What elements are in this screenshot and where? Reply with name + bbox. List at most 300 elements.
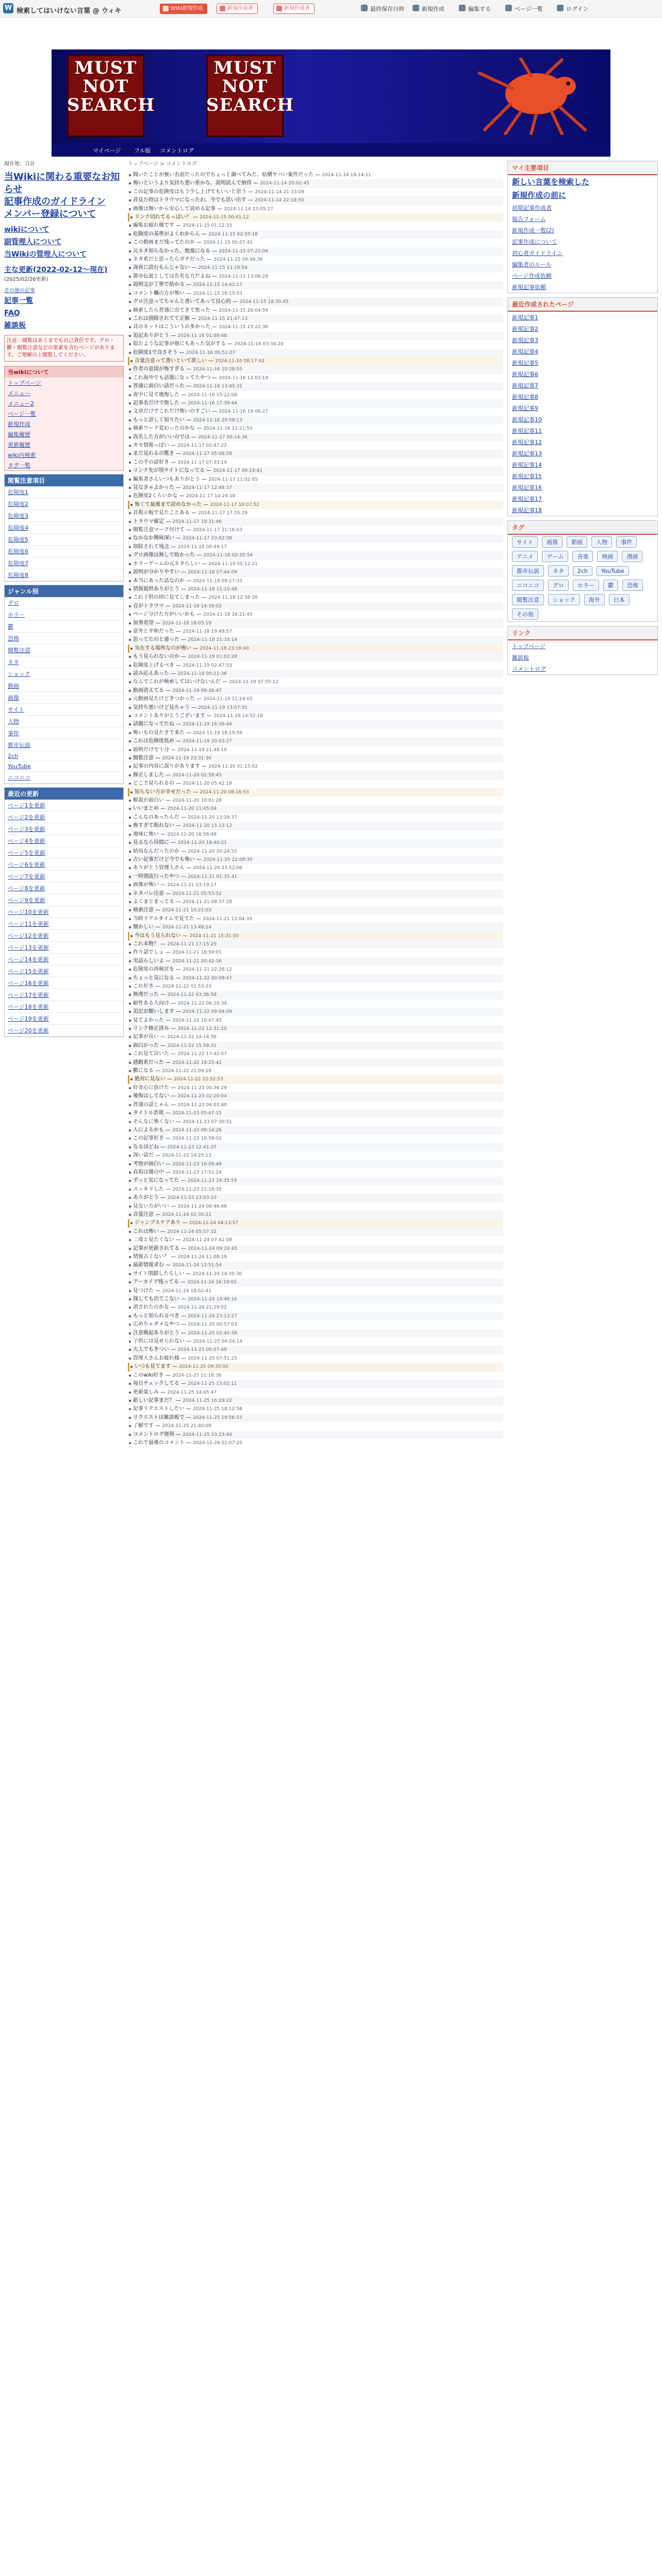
main-item-link[interactable]: 編集者のルール: [512, 261, 552, 268]
about-wiki-link[interactable]: wikiについて: [4, 226, 49, 234]
comment-date: 2024-11-22 14:14:56: [167, 1035, 217, 1040]
recent-update-item[interactable]: ページ9を更新: [5, 894, 123, 906]
comment-item: 元ネタ知らなかった、勉強になる — 2024-11-15 07:22:09: [128, 247, 503, 256]
comment-date: 2024-11-21 17:15:25: [167, 941, 217, 947]
genre-item[interactable]: ホラー: [5, 609, 123, 621]
comment-date: 2024-11-24 02:30:21: [162, 1212, 211, 1217]
sub-admin-link[interactable]: 副管理人について: [4, 238, 62, 246]
comment-date: 2024-11-19 11:24:05: [203, 697, 253, 702]
comment-text: 音量注意: [133, 1211, 154, 1217]
comment-item: これ本物？ — 2024-11-21 17:15:25: [128, 940, 503, 948]
recent-update-item[interactable]: ページ6を更新: [5, 859, 123, 871]
comment-item: 一時期流行ったやつ — 2024-11-21 01:35:41: [128, 873, 503, 881]
comment-item: ネタバレ注意 — 2024-11-21 05:53:52: [128, 890, 503, 898]
comment-date: 2024-11-19 20:03:27: [183, 739, 232, 744]
comment-item: 感動系だった — 2024-11-22 19:25:42: [128, 1059, 503, 1067]
recent-update-item[interactable]: ページ5を更新: [5, 847, 123, 859]
recent-page-link[interactable]: 新規記事13: [512, 450, 542, 457]
comment-text: 説明が分かりやすい: [133, 569, 179, 575]
comment-date: 2024-11-26 01:07:20: [193, 1440, 242, 1446]
comment-item: 知らない方が幸せだった — 2024-11-20 08:16:53: [128, 788, 503, 796]
genre-item[interactable]: ショック: [5, 668, 123, 680]
comment-item: 見ない方がいい — 2024-11-24 00:46:46: [128, 1202, 503, 1211]
comment-date: 2024-11-18 14:39:02: [172, 603, 222, 609]
genre-item[interactable]: 閲覧注意: [5, 645, 123, 656]
comment-text: 作り話でしょ: [133, 950, 164, 956]
comment-text: 追記お願いします: [133, 1009, 174, 1015]
comment-item: 実在する場所なのが怖い — 2024-11-18 23:16:40: [128, 645, 503, 653]
tag-link[interactable]: ニコニコ: [512, 580, 544, 591]
plus-icon: [412, 5, 419, 11]
recent-page-link[interactable]: 新規記事3: [512, 337, 538, 344]
comment-date: 2024-11-14 19:14:11: [322, 173, 371, 178]
genre-item[interactable]: 画像: [5, 692, 123, 704]
comment-item: 結局なんだったのか — 2024-11-20 20:24:55: [128, 848, 503, 856]
other-articles-link[interactable]: その他の記事: [4, 288, 35, 294]
comment-text: 記事が長い: [133, 1034, 159, 1040]
comment-text: ネタ系だと思ったらガチだった: [133, 257, 205, 263]
comment-item: 最新情報求む — 2024-11-24 12:51:54: [128, 1261, 503, 1269]
wiki-menu-item[interactable]: wiki内検索: [8, 452, 36, 459]
genre-item[interactable]: 鬱: [5, 621, 123, 633]
comment-text: 管理人さんお疲れ様: [133, 1355, 179, 1361]
danger-category-item[interactable]: 危険度7: [5, 557, 123, 569]
tag-link[interactable]: 閲覧注意: [512, 594, 544, 605]
comment-date: 2024-11-20 10:01:28: [172, 798, 222, 804]
main-item-link[interactable]: 新規記事依頼: [512, 284, 546, 291]
tag-link[interactable]: 鬱: [603, 580, 618, 591]
comment-date: 2024-11-24 23:13:27: [188, 1313, 237, 1319]
comment-item: 記事名だけで察した — 2024-11-16 17:39:44: [128, 399, 503, 408]
comment-text: これ見て泣いた: [133, 1051, 169, 1057]
comment-date: 2024-11-15 18:30:45: [239, 299, 289, 305]
nav-comment-log[interactable]: コメントログ: [160, 147, 194, 154]
comment-text: リンク切れてるっぽい？: [135, 214, 191, 221]
comment-text: 鬱になる: [133, 1068, 154, 1074]
comment-date: 2024-11-21 05:53:52: [172, 891, 222, 896]
tag-link[interactable]: 画像: [542, 536, 562, 548]
recent-page-link[interactable]: 新規記事7: [512, 382, 538, 389]
comment-item: ずっと気になってた — 2024-11-23 19:35:59: [128, 1177, 503, 1185]
comment-text: 作者の意図が怖すぎる: [133, 366, 185, 372]
comment-text: トラウマ確定: [133, 518, 164, 524]
comment-text: 了解です: [133, 1423, 154, 1429]
recent-updates-heading: 最近の更新: [5, 788, 123, 800]
wiki-menu-item[interactable]: タグ一覧: [8, 462, 30, 469]
comment-text: 編集者さんいつもありがとう: [133, 476, 200, 482]
banner-text-right: MUST NOT SEARCH: [206, 58, 294, 115]
comment-item: 真相は闇の中 — 2024-11-23 17:52:24: [128, 1168, 503, 1177]
genre-item[interactable]: サイト: [5, 704, 123, 716]
main-updates-link[interactable]: 主な更新(2022-02-12～現在): [4, 266, 108, 274]
comment-date: 2024-11-25 18:12:58: [192, 1406, 242, 1412]
wiki-menu-item[interactable]: ページ一覧: [8, 411, 36, 417]
comment-item: 思ってたのと違った — 2024-11-18 21:33:14: [128, 636, 503, 644]
comment-text: これ海外でも話題になってたやつ: [133, 375, 210, 381]
comment-item: 今はもう見られない — 2024-11-21 15:31:50: [128, 932, 503, 940]
admin-link[interactable]: 当Wikiの管理人について: [4, 250, 87, 259]
comment-date: 2024-11-25 16:29:22: [183, 1398, 232, 1403]
comment-text: この動画まだ残ってたのか: [133, 240, 195, 246]
comment-item: 実話らしいよ — 2024-11-21 20:42:36: [128, 957, 503, 965]
comment-item: 広めちゃダメなやつ — 2024-11-25 00:57:03: [128, 1320, 503, 1329]
comment-date: 2024-11-23 07:30:51: [183, 1119, 232, 1125]
recent-update-item[interactable]: ページ11を更新: [5, 918, 123, 930]
tag-link[interactable]: ホラー: [573, 580, 599, 591]
comment-text: これ本物？: [133, 941, 159, 947]
tool-last-saved[interactable]: 最終保存日時: [361, 5, 404, 13]
comment-text: 見つけた: [133, 1287, 154, 1294]
tag-link[interactable]: ゲーム: [542, 551, 568, 562]
comment-date: 2024-11-17 00:14:36: [198, 434, 247, 440]
comment-text: 改名した方がいいのでは: [133, 434, 190, 440]
comment-date: 2024-11-24 09:24:43: [188, 1246, 237, 1251]
new-word-link[interactable]: 新しい言葉を検索した: [512, 177, 590, 187]
comment-text: 見るなら昼間に: [133, 840, 169, 846]
danger-category-item[interactable]: 危険度6: [5, 546, 123, 557]
comment-date: 2024-11-16 08:17:42: [215, 358, 264, 364]
comment-text: 危険度1で良さそう: [133, 349, 178, 355]
genre-item[interactable]: ニコニコ: [5, 772, 123, 784]
tag-link[interactable]: 2ch: [573, 566, 592, 576]
comment-text: 絶対に見ない: [135, 1076, 166, 1082]
tool-page-list[interactable]: ページ一覧: [505, 5, 543, 13]
comment-text: ちょっと気になる: [133, 975, 174, 981]
comment-text: 知らない方が幸せだった: [135, 789, 191, 795]
comment-item: 画像は無いから安心して読める記事 — 2024-11-14 23:05:27: [128, 205, 503, 213]
comment-item: 探しても出てこない — 2024-11-24 19:46:16: [128, 1295, 503, 1303]
comment-date: 2024-11-21 13:48:14: [162, 925, 211, 930]
comment-text: 消されたのかな: [133, 1304, 169, 1311]
comment-date: 2024-11-20 20:24:55: [188, 849, 237, 854]
comment-item: これ好き — 2024-11-22 01:53:23: [128, 982, 503, 991]
danger-category-item[interactable]: 危険度8: [5, 569, 123, 581]
comment-date: 2024-11-14 20:02:45: [260, 181, 309, 187]
wiki-menu-item[interactable]: メニュー: [8, 390, 30, 397]
recent-page-link[interactable]: 新規記事14: [512, 462, 542, 468]
breadcrumb: トップページ > コメントログ: [128, 161, 197, 167]
comment-item: 編集者さんいつもありがとう — 2024-11-17 11:02:05: [128, 476, 503, 484]
comment-item: この動画まだ残ってたのか — 2024-11-15 05:07:41: [128, 239, 503, 247]
comment-date: 2024-11-19 02:47:53: [183, 663, 232, 668]
comment-date: 2024-11-17 17:55:29: [198, 511, 247, 516]
comment-item: 音がトラウマ — 2024-11-18 14:39:02: [128, 602, 503, 611]
comment-date: 2024-11-15 01:12:33: [183, 223, 232, 229]
new-creator-button-2[interactable]: 新規作成者: [273, 4, 315, 14]
comment-item: 見なきゃよかった — 2024-11-17 12:48:37: [128, 484, 503, 492]
comment-item: 注意喚起ありがとう — 2024-11-25 02:40:38: [128, 1329, 503, 1337]
recent-page-link[interactable]: 新規記事18: [512, 507, 542, 514]
recent-page-link[interactable]: 新規記事4: [512, 348, 538, 355]
comment-text: この記事好き: [133, 1136, 164, 1142]
tag-link[interactable]: 漫画: [622, 551, 642, 562]
tag-link[interactable]: グロ: [548, 580, 569, 591]
comment-text: 危険度の再検討を: [133, 967, 174, 973]
comment-date: 2024-11-25 21:40:09: [162, 1423, 211, 1429]
recent-update-item[interactable]: ページ10を更新: [5, 906, 123, 918]
member-register-link[interactable]: メンバー登録について: [4, 209, 96, 219]
tag-link[interactable]: 事件: [616, 536, 637, 548]
tag-link[interactable]: 動画: [567, 536, 587, 548]
recent-update-item[interactable]: ページ18を更新: [5, 1001, 123, 1013]
genre-item[interactable]: 都市伝説: [5, 739, 123, 751]
comment-date: 2024-11-21 15:31:50: [189, 933, 239, 939]
comment-item: 検索注意 — 2024-11-21 10:21:03: [128, 906, 503, 914]
tag-link[interactable]: アニメ: [512, 551, 538, 562]
comment-item: なるほどね — 2024-11-23 12:41:37: [128, 1143, 503, 1151]
tag-link[interactable]: その他: [512, 608, 538, 620]
comment-date: 2024-11-14 22:18:50: [254, 198, 304, 204]
comment-list: [128, 171, 503, 1447]
recent-update-item[interactable]: ページ13を更新: [5, 942, 123, 954]
comment-text: 情報古くない？: [133, 1254, 169, 1260]
comment-item: よくまとまってる — 2024-11-21 08:37:28: [128, 898, 503, 906]
comment-date: 2024-11-23 04:03:40: [177, 1102, 227, 1108]
comment-item: これ見て泣いた — 2024-11-22 17:42:07: [128, 1050, 503, 1058]
recent-updates-box: [4, 787, 124, 1037]
comment-text: 更新楽しみ: [133, 1389, 159, 1395]
comment-text: この手の話好き: [133, 459, 169, 465]
comment-date: 2024-11-25 06:07:49: [177, 1347, 227, 1353]
comment-text: もう見られないのか: [133, 654, 179, 660]
comment-text: これは削除されてて正解: [133, 315, 190, 321]
tag-link[interactable]: サイト: [512, 536, 538, 548]
tag-link[interactable]: 人物: [591, 536, 612, 548]
recent-update-item[interactable]: ページ16を更新: [5, 977, 123, 989]
comment-text: 見なきゃよかった: [133, 485, 174, 491]
comment-item: もう見られないのか — 2024-11-19 01:02:28: [128, 653, 503, 661]
tool-new[interactable]: 新規作成: [412, 5, 444, 13]
danger-category-item[interactable]: 危険度3: [5, 510, 123, 522]
recent-update-item[interactable]: ページ20を更新: [5, 1025, 123, 1037]
genre-item[interactable]: 恐怖: [5, 633, 123, 645]
genre-item[interactable]: ネタ: [5, 656, 123, 668]
recent-update-item[interactable]: ページ8を更新: [5, 883, 123, 894]
recent-page-link[interactable]: 新規記事2: [512, 326, 538, 332]
comment-text: 普通の話じゃん: [133, 1101, 169, 1108]
comment-date: 2024-11-15 23:22:36: [219, 325, 268, 330]
comment-item: 新しい記事まだ？ — 2024-11-25 16:29:22: [128, 1397, 503, 1405]
tool-edit[interactable]: 編集する: [459, 5, 491, 13]
tag-link[interactable]: ネタ: [548, 565, 569, 577]
tag-link[interactable]: 海外: [584, 594, 605, 605]
comment-text: 削除されて残念: [133, 544, 169, 550]
important-notice-link[interactable]: 当Wikiに関わる重要なお知らせ: [4, 172, 120, 195]
tag-link[interactable]: ショック: [548, 594, 580, 605]
genre-heading: ジャンル別: [5, 585, 123, 597]
recent-update-item[interactable]: ページ3を更新: [5, 823, 123, 835]
recent-page-link[interactable]: 新規記事9: [512, 405, 538, 412]
recent-update-item[interactable]: ページ1を更新: [5, 800, 123, 811]
tool-login[interactable]: ログイン: [557, 5, 588, 13]
recent-update-item[interactable]: ページ14を更新: [5, 954, 123, 965]
comment-date: 2024-11-21 10:21:03: [162, 908, 211, 913]
main-item-link[interactable]: 記事作成について: [512, 239, 557, 245]
main-item-link[interactable]: 報告フォーム: [512, 216, 546, 223]
recent-page-link[interactable]: 新規記事5: [512, 360, 538, 366]
recent-update-item[interactable]: ページ17を更新: [5, 989, 123, 1001]
wiki-menu-heading: 当wikiについて: [5, 366, 123, 378]
comment-item: 修正しました — 2024-11-20 02:58:45: [128, 771, 503, 779]
genre-item[interactable]: 人物: [5, 716, 123, 727]
genre-item[interactable]: 2ch: [5, 751, 123, 761]
comment-date: 2024-11-17 19:31:46: [172, 519, 222, 524]
comment-date: 2024-11-20 13:29:37: [188, 815, 237, 820]
comment-date: 2024-11-21 12:04:39: [203, 916, 252, 922]
comment-date: 2024-11-23 09:14:26: [172, 1127, 222, 1133]
comment-item: ありがとう — 2024-11-23 23:03:10: [128, 1194, 503, 1202]
comment-item: まだ見れるの驚き — 2024-11-17 05:08:59: [128, 450, 503, 458]
comment-text: 古い記事だけど今でも怖い: [133, 856, 195, 862]
comment-date: 2024-11-22 10:47:45: [172, 1018, 222, 1023]
comment-item: 検索したら普通に出てきて焦った — 2024-11-15 20:04:59: [128, 307, 503, 315]
wiki-menu-item[interactable]: 更新履歴: [8, 442, 30, 448]
comment-date: 2024-11-17 12:48:37: [183, 485, 232, 491]
tag-link[interactable]: 音楽: [572, 551, 593, 562]
new-creator-button[interactable]: 新規作成者: [217, 4, 258, 14]
comment-text: まだ見れるの驚き: [133, 451, 174, 457]
tag-link[interactable]: 恐怖: [622, 580, 643, 591]
wiki-menu-item[interactable]: 編集履歴: [8, 431, 30, 438]
faq-link[interactable]: FAQ: [4, 309, 20, 317]
genre-item[interactable]: 動画: [5, 680, 123, 692]
genre-box: [4, 585, 124, 784]
comment-item: このwiki好き — 2024-11-25 11:18:36: [128, 1371, 503, 1380]
comment-text: 検索注意: [133, 907, 154, 913]
recent-update-item[interactable]: ページ19を更新: [5, 1013, 123, 1025]
recent-update-item[interactable]: ページ2を更新: [5, 811, 123, 823]
comment-text: ありがとう: [133, 1195, 159, 1201]
recent-page-link[interactable]: 新規記事6: [512, 371, 538, 378]
comment-date: 2024-11-17 11:02:05: [208, 477, 258, 482]
wiki-menu-item[interactable]: トップページ: [8, 380, 42, 386]
recent-update-item[interactable]: ページ12を更新: [5, 930, 123, 942]
recent-page-link[interactable]: 新規記事8: [512, 394, 538, 400]
comment-item: どこで見られるの — 2024-11-20 05:42:19: [128, 779, 503, 788]
comment-item: これ子供の頃に見てしまった — 2024-11-18 12:58:26: [128, 594, 503, 602]
comment-text: 見てよかった: [133, 1017, 164, 1023]
comment-text: 無理だった: [133, 992, 159, 998]
danger-category-item[interactable]: 危険度5: [5, 534, 123, 546]
main-item-link[interactable]: 初期記事作成者: [512, 205, 552, 211]
comment-date: 2024-11-15 16:15:03: [193, 291, 242, 296]
genre-item[interactable]: 事件: [5, 727, 123, 739]
clock-icon: [361, 5, 368, 11]
tag-link[interactable]: 都市伝説: [512, 565, 544, 577]
genre-item[interactable]: グロ: [5, 597, 123, 609]
danger-category-heading: 閲覧注意項目: [5, 474, 123, 486]
comment-item: トラウマ確定 — 2024-11-17 19:31:46: [128, 518, 503, 526]
genre-item[interactable]: YouTube: [5, 761, 123, 772]
recent-pages-box: [507, 297, 658, 516]
recent-page-link[interactable]: 新規記事10: [512, 416, 542, 423]
comment-item: 記事リクエストしたい — 2024-11-25 18:12:58: [128, 1405, 503, 1413]
article-list-link[interactable]: 記事一覧: [4, 297, 33, 305]
comment-date: 2024-11-20 15:13:12: [183, 823, 232, 829]
wiki-create-button[interactable]: WIKI新規作成: [160, 4, 207, 14]
tag-link[interactable]: 日本: [609, 594, 630, 605]
main-item-link[interactable]: ページ作成依頼: [512, 273, 552, 279]
comment-date: 2024-11-25 13:02:11: [188, 1381, 237, 1387]
comment-text: 子供には見せられない: [133, 1338, 185, 1345]
comment-item: 本当にあった話なのか — 2024-11-18 09:27:33: [128, 577, 503, 585]
recent-update-item[interactable]: ページ7を更新: [5, 871, 123, 883]
sidebar-link[interactable]: トップページ: [512, 643, 546, 650]
comment-text: そんなに怖くない: [133, 1118, 174, 1125]
comment-item: 説明だけで十分 — 2024-11-19 21:48:10: [128, 746, 503, 754]
sidebar-link[interactable]: コメントログ: [512, 666, 546, 672]
comment-item: 了解です — 2024-11-25 21:40:09: [128, 1422, 503, 1430]
wiki-menu-item[interactable]: 新規作成: [8, 421, 30, 428]
danger-category-item[interactable]: 危険度1: [5, 486, 123, 498]
comment-date: 2024-11-24 00:46:46: [177, 1204, 227, 1209]
chat-board-link[interactable]: 雑談板: [4, 321, 26, 330]
comment-date: 2024-11-22 06:20:34: [177, 1001, 227, 1006]
nav-full[interactable]: フル版: [134, 147, 151, 154]
comment-date: 2024-11-25 14:45:47: [167, 1389, 217, 1395]
comment-text: 画像が怖い: [133, 882, 159, 888]
banner-text-left: MUST NOT SEARCH: [67, 58, 155, 115]
comment-text: いつも見てます: [135, 1364, 171, 1370]
recent-page-link[interactable]: 新規記事15: [512, 473, 542, 480]
comment-date: 2024-11-24 19:46:16: [188, 1297, 237, 1302]
site-logo[interactable]: W: [3, 3, 13, 13]
comment-item: 昔のネットはこういうの多かった — 2024-11-15 23:22:36: [128, 323, 503, 331]
site-title[interactable]: 検索してはいけない言葉 @ ウィキ: [16, 7, 122, 15]
comment-item: グロ注意ってちゃんと書いてあって良心的 — 2024-11-15 18:30:45: [128, 298, 503, 306]
wiki-menu-item[interactable]: メニュー2: [8, 400, 34, 407]
recent-update-item[interactable]: ページ15を更新: [5, 965, 123, 977]
comment-date: 2024-11-21 01:35:41: [188, 874, 237, 879]
guideline-link[interactable]: 記事作成のガイドライン: [4, 196, 106, 207]
comment-text: 追記ありがとう: [133, 332, 169, 338]
main-item-link[interactable]: 初心者ガイドライン: [512, 250, 563, 257]
recent-page-link[interactable]: 新規記事1: [512, 314, 538, 321]
comment-item: これは怖い — 2024-11-24 05:57:32: [128, 1228, 503, 1236]
nav-mypage[interactable]: マイページ: [93, 147, 121, 154]
recent-update-item[interactable]: ページ4を更新: [5, 835, 123, 847]
left-sidebar: [4, 161, 124, 2576]
recent-page-link[interactable]: 新規記事12: [512, 439, 542, 446]
recent-page-link[interactable]: 新規記事16: [512, 484, 542, 491]
comment-date: 2024-11-19 23:31:36: [162, 756, 211, 761]
tag-link[interactable]: 映画: [597, 551, 618, 562]
comment-text: これは危険度低め: [133, 738, 174, 744]
comment-date: 2024-11-19 16:36:44: [183, 722, 232, 727]
comment-date: 2024-11-25 23:23:44: [183, 1432, 232, 1437]
comment-item: リンク切れてるっぽい？ — 2024-11-15 00:41:12: [128, 213, 503, 222]
recent-page-link[interactable]: 新規記事11: [512, 428, 542, 434]
before-create-link[interactable]: 新規作成の前に: [512, 191, 567, 200]
comment-text: リンク修正済み: [133, 1026, 169, 1032]
recent-page-link[interactable]: 新規記事17: [512, 496, 542, 502]
comment-text: これ好き: [133, 984, 154, 989]
danger-category-item[interactable]: 危険度2: [5, 498, 123, 510]
comment-item: 地味に怖い — 2024-11-20 16:56:48: [128, 831, 503, 839]
comment-item: 記事が長い — 2024-11-22 14:14:56: [128, 1033, 503, 1041]
main-item-link[interactable]: 新規作成一覧(2): [512, 227, 554, 234]
comment-item: 夜中に見て後悔した — 2024-11-16 15:12:08: [128, 391, 503, 399]
comment-item: 話題になってたね — 2024-11-19 16:36:44: [128, 720, 503, 728]
recent-pages-heading: 最近作成されたページ: [508, 298, 657, 312]
comment-text: 聞いたことが無い名前だったのでちょっと調べてみた。結構ヤバい案件だった: [133, 172, 313, 178]
tag-link[interactable]: YouTube: [597, 566, 629, 576]
comment-date: 2024-11-16 17:39:44: [188, 400, 237, 406]
comment-text: 広めちゃダメなやつ: [133, 1321, 179, 1328]
danger-category-item[interactable]: 危険度4: [5, 522, 123, 534]
sidebar-link[interactable]: 雑談板: [512, 654, 529, 661]
comment-text: 危険度の基準がよくわからん: [133, 231, 200, 237]
